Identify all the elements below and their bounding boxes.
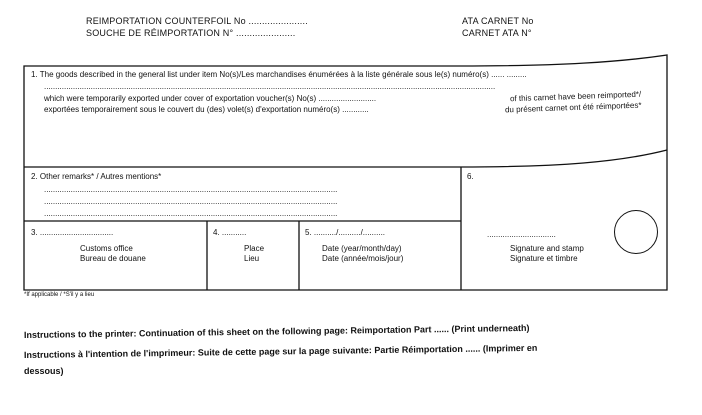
box5-date-fr: Date (année/mois/jour) bbox=[322, 254, 404, 263]
box1-reimported-en: of this carnet have been reimported*/ bbox=[509, 89, 642, 104]
box1-exported-en: which were temporarily exported under cover of exportation voucher(s) No(s) .......................... bbox=[44, 94, 377, 103]
box1-exported-fr: exportées temporairement sous le couvert du (des) volet(s) d'exportation numéro(s) ............ bbox=[44, 105, 369, 114]
box2-dots-line: .................................................................................................................................... bbox=[44, 185, 338, 194]
stamp-circle-icon bbox=[614, 210, 658, 254]
box2-dots-line: .................................................................................................................................... bbox=[44, 209, 338, 218]
footnote: *If applicable / *S'il y a lieu bbox=[24, 292, 95, 298]
carnet-number-en: ATA CARNET No bbox=[462, 16, 534, 26]
box6-signature-fr: Signature et timbre bbox=[510, 254, 578, 263]
box5-date-en: Date (year/month/day) bbox=[322, 244, 402, 253]
box4-place-en: Place bbox=[244, 244, 265, 253]
counterfoil-title-fr: SOUCHE DE RÉIMPORTATION N° ...................... bbox=[86, 28, 296, 38]
box6-dots: ............................... bbox=[487, 230, 556, 239]
carnet-number-fr: CARNET ATA N° bbox=[462, 28, 532, 38]
box4-number: 4. ........... bbox=[213, 228, 247, 237]
box2-dots-line: .................................................................................................................................... bbox=[44, 197, 338, 206]
box4-place-fr: Lieu bbox=[244, 254, 260, 263]
box2-other-remarks-label: 2. Other remarks* / Autres mentions* bbox=[31, 172, 162, 181]
printer-instructions-fr: Instructions à l'intention de l'imprimeur: Suite de cette page sur la page suivante: Partie Réimportation ...... (Imprimer en bbox=[23, 342, 538, 360]
box3-customs-office-fr: Bureau de douane bbox=[80, 254, 146, 263]
box1-reimported-fr: du présent carnet ont été réimportées* bbox=[504, 100, 642, 115]
box3-customs-office-en: Customs office bbox=[80, 244, 133, 253]
box6-number: 6. bbox=[467, 172, 474, 181]
printer-instructions-en: Instructions to the printer: Continuation of this sheet on the following page: Reimportation Part ...... (Print underneath) bbox=[23, 322, 530, 340]
box5-number: 5. ........../........../.......... bbox=[305, 228, 386, 237]
counterfoil-title-en: REIMPORTATION COUNTERFOIL No ...................... bbox=[86, 16, 308, 26]
box3-number: 3. ................................. bbox=[31, 228, 114, 237]
box1-goods-line: 1. The goods described in the general list under item No(s)/Les marchandises énumérées à la liste générale sous le(s) numéro(s) ...... ......... bbox=[31, 70, 527, 79]
box1-dots: ........................................................................................................................................................................................................... bbox=[44, 82, 496, 91]
box6-signature-en: Signature and stamp bbox=[510, 244, 584, 253]
printer-instructions-fr-continued: dessous) bbox=[24, 366, 64, 376]
